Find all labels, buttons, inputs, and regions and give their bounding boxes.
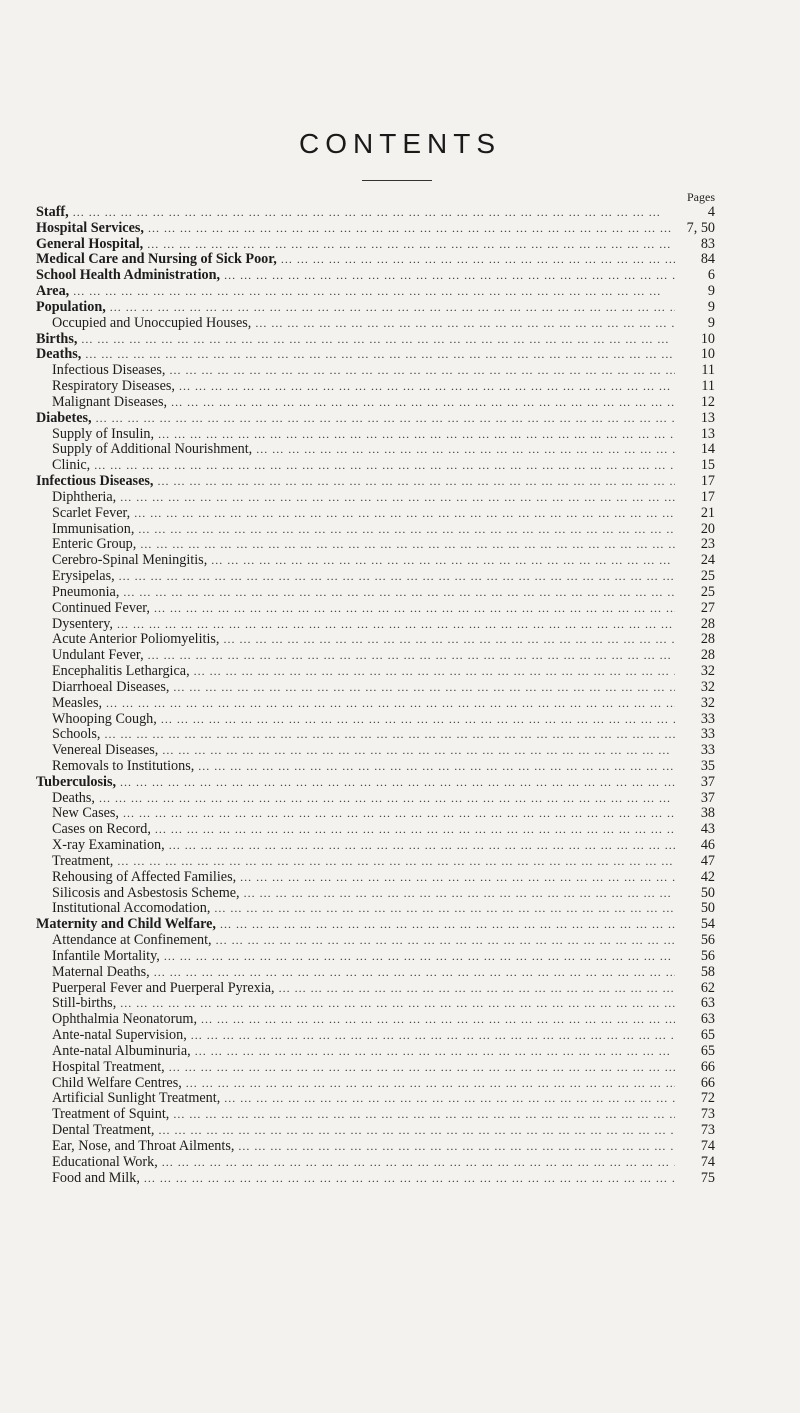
toc-entry-page: 33 bbox=[700, 726, 715, 743]
toc-entry bbox=[36, 506, 715, 522]
dot-leader bbox=[161, 712, 675, 728]
dot-leader bbox=[238, 1139, 675, 1155]
toc-entry-page: 65 bbox=[700, 1027, 715, 1044]
toc-entry bbox=[36, 759, 715, 775]
toc-entry-label: Measles, bbox=[52, 694, 103, 711]
toc-entry-label: Still-births, bbox=[52, 995, 117, 1012]
toc-entry-page: 7, 50 bbox=[686, 219, 715, 236]
toc-entry-page: 15 bbox=[700, 457, 715, 474]
dot-leader bbox=[96, 411, 675, 427]
dot-leader bbox=[148, 221, 675, 237]
dot-leader bbox=[120, 490, 675, 506]
dot-leader bbox=[194, 664, 675, 680]
dot-leader bbox=[148, 648, 675, 664]
toc-entry-label: Acute Anterior Poliomyelitis, bbox=[52, 631, 220, 648]
toc-entry bbox=[36, 1044, 715, 1060]
toc-entry-label: Enteric Group, bbox=[52, 536, 137, 553]
toc-entry-page: 73 bbox=[700, 1106, 715, 1123]
toc-entry-label: Treatment of Squint, bbox=[52, 1106, 170, 1123]
toc-entry bbox=[36, 822, 715, 838]
toc-entry bbox=[36, 727, 715, 743]
toc-entry-page: 62 bbox=[700, 979, 715, 996]
toc-entry-page: 9 bbox=[707, 283, 715, 300]
dot-leader bbox=[134, 506, 675, 522]
dot-leader bbox=[279, 981, 675, 997]
dot-leader bbox=[171, 395, 675, 411]
dot-leader bbox=[120, 775, 675, 791]
toc-entry-page: 58 bbox=[700, 963, 715, 980]
dot-leader bbox=[85, 347, 675, 363]
toc-entry bbox=[36, 696, 715, 712]
dot-leader bbox=[158, 1123, 675, 1139]
toc-entry-label: Ear, Nose, and Throat Ailments, bbox=[52, 1137, 235, 1154]
toc-entry-label: Removals to Institutions, bbox=[52, 757, 195, 774]
toc-entry-label: Educational Work, bbox=[52, 1153, 158, 1170]
dot-leader bbox=[119, 569, 675, 585]
toc-entry-label: Births, bbox=[36, 330, 78, 347]
toc-entry-label: Ophthalmia Neonatorum, bbox=[52, 1011, 197, 1028]
toc-entry bbox=[36, 1123, 715, 1139]
dot-leader bbox=[169, 1060, 675, 1076]
toc-entry bbox=[36, 411, 715, 427]
dot-leader bbox=[191, 1028, 675, 1044]
toc-entry bbox=[36, 332, 715, 348]
toc-entry-label: Tuberculosis, bbox=[36, 773, 117, 790]
toc-entry bbox=[36, 458, 715, 474]
toc-entry bbox=[36, 284, 715, 300]
toc-entry bbox=[36, 1076, 715, 1092]
toc-entry-label: Infantile Mortality, bbox=[52, 947, 160, 964]
toc-entry bbox=[36, 617, 715, 633]
toc-entry-page: 9 bbox=[707, 298, 715, 315]
toc-entry bbox=[36, 791, 715, 807]
toc-entry-label: Cerebro-Spinal Meningitis, bbox=[52, 552, 208, 569]
dot-leader bbox=[198, 759, 675, 775]
toc-entry bbox=[36, 601, 715, 617]
toc-entry-page: 28 bbox=[700, 631, 715, 648]
toc-entry-page: 74 bbox=[700, 1137, 715, 1154]
dot-leader bbox=[154, 965, 675, 981]
toc-entry-label: Continued Fever, bbox=[52, 599, 150, 616]
toc-entry bbox=[36, 490, 715, 506]
toc-entry-page: 63 bbox=[700, 995, 715, 1012]
dot-leader bbox=[73, 284, 675, 300]
dot-leader bbox=[164, 949, 675, 965]
toc-entry bbox=[36, 522, 715, 538]
toc-entry-page: 37 bbox=[700, 773, 715, 790]
dot-leader bbox=[117, 854, 675, 870]
toc-entry-page: 75 bbox=[700, 1169, 715, 1186]
toc-entry-page: 28 bbox=[700, 647, 715, 664]
toc-entry-page: 17 bbox=[700, 473, 715, 490]
toc-entry-label: Ante-natal Albuminuria, bbox=[52, 1042, 191, 1059]
toc-entry-page: 33 bbox=[700, 710, 715, 727]
dot-leader bbox=[155, 822, 675, 838]
toc-entry bbox=[36, 395, 715, 411]
toc-entry-page: 4 bbox=[707, 204, 715, 220]
toc-entry bbox=[36, 743, 715, 759]
toc-entry bbox=[36, 363, 715, 379]
toc-entry bbox=[36, 680, 715, 696]
toc-entry bbox=[36, 300, 715, 316]
toc-entry-page: 65 bbox=[700, 1042, 715, 1059]
toc-entry bbox=[36, 237, 715, 253]
toc-entry-label: Pneumonia, bbox=[52, 583, 120, 600]
dot-leader bbox=[173, 1107, 675, 1123]
toc-entry-label: Supply of Additional Nourishment, bbox=[52, 441, 253, 458]
dot-leader bbox=[201, 1012, 675, 1028]
toc-entry-label: Puerperal Fever and Puerperal Pyrexia, bbox=[52, 979, 275, 996]
dot-leader bbox=[147, 237, 675, 253]
toc-entry bbox=[36, 1155, 715, 1171]
dot-leader bbox=[211, 553, 675, 569]
dot-leader bbox=[144, 1171, 675, 1187]
toc-entry-page: 32 bbox=[700, 678, 715, 695]
toc-entry-label: Area, bbox=[36, 283, 70, 300]
toc-entry-label: Population, bbox=[36, 298, 106, 315]
toc-entry bbox=[36, 1091, 715, 1107]
toc-entry-label: Child Welfare Centres, bbox=[52, 1074, 182, 1091]
toc-entry-label: Clinic, bbox=[52, 457, 91, 474]
toc-entry bbox=[36, 949, 715, 965]
toc-entry-page: 10 bbox=[700, 330, 715, 347]
toc-entry-page: 56 bbox=[700, 932, 715, 949]
toc-entry-label: Malignant Diseases, bbox=[52, 393, 168, 410]
toc-entry-page: 50 bbox=[700, 884, 715, 901]
toc-entry-label: General Hospital, bbox=[36, 235, 144, 252]
toc-entry bbox=[36, 569, 715, 585]
toc-entry-label: Dental Treatment, bbox=[52, 1122, 155, 1139]
toc-entry-label: Ante-natal Supervision, bbox=[52, 1027, 187, 1044]
toc-entry-label: Institutional Accomodation, bbox=[52, 900, 211, 917]
toc-entry-page: 54 bbox=[700, 916, 715, 933]
toc-entry bbox=[36, 1028, 715, 1044]
toc-entry-page: 11 bbox=[701, 378, 715, 395]
dot-leader bbox=[224, 268, 675, 284]
dot-leader bbox=[216, 933, 675, 949]
toc-entry bbox=[36, 901, 715, 917]
dot-leader bbox=[214, 901, 675, 917]
toc-entry-label: Attendance at Confinement, bbox=[52, 932, 212, 949]
toc-entry bbox=[36, 1139, 715, 1155]
toc-entry-page: 25 bbox=[700, 583, 715, 600]
dot-leader bbox=[123, 585, 675, 601]
toc-entry-page: 21 bbox=[700, 504, 715, 521]
toc-entry-page: 63 bbox=[700, 1011, 715, 1028]
toc-entry-page: 42 bbox=[700, 868, 715, 885]
dot-leader bbox=[123, 806, 675, 822]
toc-entry-page: 66 bbox=[700, 1074, 715, 1091]
toc-entry-label: Encephalitis Lethargica, bbox=[52, 663, 190, 680]
toc-entry bbox=[36, 886, 715, 902]
toc-entry-label: Infectious Diseases, bbox=[36, 473, 154, 490]
dot-leader bbox=[81, 332, 675, 348]
toc-entry-label: Hospital Services, bbox=[36, 219, 144, 236]
dot-leader bbox=[223, 632, 675, 648]
dot-leader bbox=[99, 791, 675, 807]
dot-leader bbox=[162, 743, 675, 759]
toc-entry-page: 83 bbox=[700, 235, 715, 252]
toc-entry-page: 43 bbox=[700, 821, 715, 838]
toc-entry-label: Occupied and Unoccupied Houses, bbox=[52, 314, 252, 331]
toc-entry-page: 66 bbox=[700, 1058, 715, 1075]
toc-entry-page: 12 bbox=[700, 393, 715, 410]
toc-entry-label: Supply of Insulin, bbox=[52, 425, 155, 442]
dot-leader bbox=[179, 379, 675, 395]
toc-entry bbox=[36, 221, 715, 237]
toc-entry-label: Maternal Deaths, bbox=[52, 963, 150, 980]
dot-leader bbox=[158, 427, 675, 443]
toc-entry-label: Whooping Cough, bbox=[52, 710, 157, 727]
table-of-contents bbox=[36, 205, 715, 1186]
dot-leader bbox=[106, 696, 675, 712]
toc-entry-label: Silicosis and Asbestosis Scheme, bbox=[52, 884, 240, 901]
toc-entry-page: 6 bbox=[707, 267, 715, 284]
toc-entry-page: 10 bbox=[700, 346, 715, 363]
toc-entry bbox=[36, 427, 715, 443]
toc-entry bbox=[36, 806, 715, 822]
toc-entry-label: Scarlet Fever, bbox=[52, 504, 131, 521]
toc-entry-label: Rehousing of Affected Families, bbox=[52, 868, 237, 885]
toc-entry-page: 33 bbox=[700, 742, 715, 759]
toc-entry-page: 84 bbox=[700, 251, 715, 268]
dot-leader bbox=[281, 252, 675, 268]
dot-leader bbox=[162, 1155, 675, 1171]
toc-entry-label: Artificial Sunlight Treatment, bbox=[52, 1090, 221, 1107]
title-divider bbox=[362, 180, 432, 181]
toc-entry-page: 13 bbox=[700, 425, 715, 442]
toc-entry-page: 14 bbox=[700, 441, 715, 458]
dot-leader bbox=[240, 870, 675, 886]
dot-leader bbox=[169, 838, 675, 854]
dot-leader bbox=[244, 886, 675, 902]
toc-entry-page: 35 bbox=[700, 757, 715, 774]
toc-entry-label: Treatment, bbox=[52, 852, 114, 869]
toc-entry-page: 73 bbox=[700, 1122, 715, 1139]
toc-entry-label: Diarrhoeal Diseases, bbox=[52, 678, 170, 695]
dot-leader bbox=[110, 300, 675, 316]
toc-entry bbox=[36, 347, 715, 363]
toc-entry bbox=[36, 585, 715, 601]
dot-leader bbox=[94, 458, 675, 474]
pages-column-heading: Pages bbox=[687, 190, 715, 204]
toc-entry bbox=[36, 870, 715, 886]
dot-leader bbox=[154, 601, 675, 617]
toc-entry-label: Maternity and Child Welfare, bbox=[36, 916, 216, 933]
page-title: CONTENTS bbox=[299, 128, 501, 159]
toc-entry-page: 17 bbox=[700, 488, 715, 505]
toc-entry-label: Diabetes, bbox=[36, 409, 92, 426]
toc-entry-page: 28 bbox=[700, 615, 715, 632]
toc-entry-page: 11 bbox=[701, 362, 715, 379]
toc-entry-page: 9 bbox=[707, 314, 715, 331]
toc-entry-page: 13 bbox=[700, 409, 715, 426]
toc-entry-label: Immunisation, bbox=[52, 520, 135, 537]
toc-entry-label: Dysentery, bbox=[52, 615, 113, 632]
toc-entry-page: 38 bbox=[700, 805, 715, 822]
dot-leader bbox=[220, 917, 675, 933]
toc-entry-page: 25 bbox=[700, 568, 715, 585]
toc-entry bbox=[36, 268, 715, 284]
toc-entry bbox=[36, 205, 715, 221]
dot-leader bbox=[224, 1091, 675, 1107]
dot-leader bbox=[173, 680, 675, 696]
toc-entry bbox=[36, 965, 715, 981]
toc-entry bbox=[36, 252, 715, 268]
toc-entry-page: 37 bbox=[700, 789, 715, 806]
toc-entry bbox=[36, 996, 715, 1012]
toc-entry bbox=[36, 917, 715, 933]
toc-entry bbox=[36, 379, 715, 395]
toc-entry-label: Hospital Treatment, bbox=[52, 1058, 165, 1075]
toc-entry-label: X-ray Examination, bbox=[52, 837, 165, 854]
toc-entry bbox=[36, 854, 715, 870]
toc-entry bbox=[36, 442, 715, 458]
toc-entry-label: Deaths, bbox=[36, 346, 82, 363]
dot-leader bbox=[186, 1076, 675, 1092]
dot-leader bbox=[255, 316, 675, 332]
toc-entry bbox=[36, 1060, 715, 1076]
toc-entry bbox=[36, 553, 715, 569]
toc-entry-label: Diphtheria, bbox=[52, 488, 117, 505]
dot-leader bbox=[104, 727, 675, 743]
toc-entry-page: 27 bbox=[700, 599, 715, 616]
toc-entry bbox=[36, 712, 715, 728]
dot-leader bbox=[73, 205, 675, 221]
toc-entry-page: 24 bbox=[700, 552, 715, 569]
toc-entry-label: Food and Milk, bbox=[52, 1169, 140, 1186]
toc-entry-label: Deaths, bbox=[52, 789, 95, 806]
toc-entry bbox=[36, 537, 715, 553]
toc-entry bbox=[36, 632, 715, 648]
toc-entry-label: Venereal Diseases, bbox=[52, 742, 159, 759]
toc-entry-label: Undulant Fever, bbox=[52, 647, 144, 664]
toc-entry-page: 32 bbox=[700, 694, 715, 711]
toc-entry bbox=[36, 1171, 715, 1187]
toc-entry bbox=[36, 981, 715, 997]
toc-entry bbox=[36, 474, 715, 490]
toc-entry bbox=[36, 775, 715, 791]
dot-leader bbox=[195, 1044, 675, 1060]
toc-entry-label: Erysipelas, bbox=[52, 568, 115, 585]
dot-leader bbox=[157, 474, 675, 490]
toc-entry-page: 32 bbox=[700, 663, 715, 680]
dot-leader bbox=[120, 996, 675, 1012]
toc-entry-label: Schools, bbox=[52, 726, 101, 743]
toc-entry bbox=[36, 648, 715, 664]
toc-entry-label: Cases on Record, bbox=[52, 821, 151, 838]
dot-leader bbox=[117, 617, 675, 633]
toc-entry-label: Staff, bbox=[36, 204, 69, 220]
toc-entry-page: 23 bbox=[700, 536, 715, 553]
toc-entry-label: New Cases, bbox=[52, 805, 119, 822]
toc-entry-page: 74 bbox=[700, 1153, 715, 1170]
toc-entry-page: 72 bbox=[700, 1090, 715, 1107]
toc-entry-page: 56 bbox=[700, 947, 715, 964]
toc-entry bbox=[36, 838, 715, 854]
toc-entry bbox=[36, 933, 715, 949]
toc-entry bbox=[36, 1012, 715, 1028]
toc-entry-label: Respiratory Diseases, bbox=[52, 378, 175, 395]
toc-entry-page: 47 bbox=[700, 852, 715, 869]
toc-entry-label: School Health Administration, bbox=[36, 267, 221, 284]
dot-leader bbox=[140, 537, 675, 553]
toc-entry bbox=[36, 664, 715, 680]
dot-leader bbox=[169, 363, 675, 379]
toc-entry-page: 50 bbox=[700, 900, 715, 917]
dot-leader bbox=[256, 442, 675, 458]
toc-entry bbox=[36, 1107, 715, 1123]
toc-entry-label: Medical Care and Nursing of Sick Poor, bbox=[36, 251, 277, 268]
toc-entry-page: 20 bbox=[700, 520, 715, 537]
toc-entry-label: Infectious Diseases, bbox=[52, 362, 166, 379]
dot-leader bbox=[138, 522, 675, 538]
toc-entry-page: 46 bbox=[700, 837, 715, 854]
toc-entry bbox=[36, 316, 715, 332]
